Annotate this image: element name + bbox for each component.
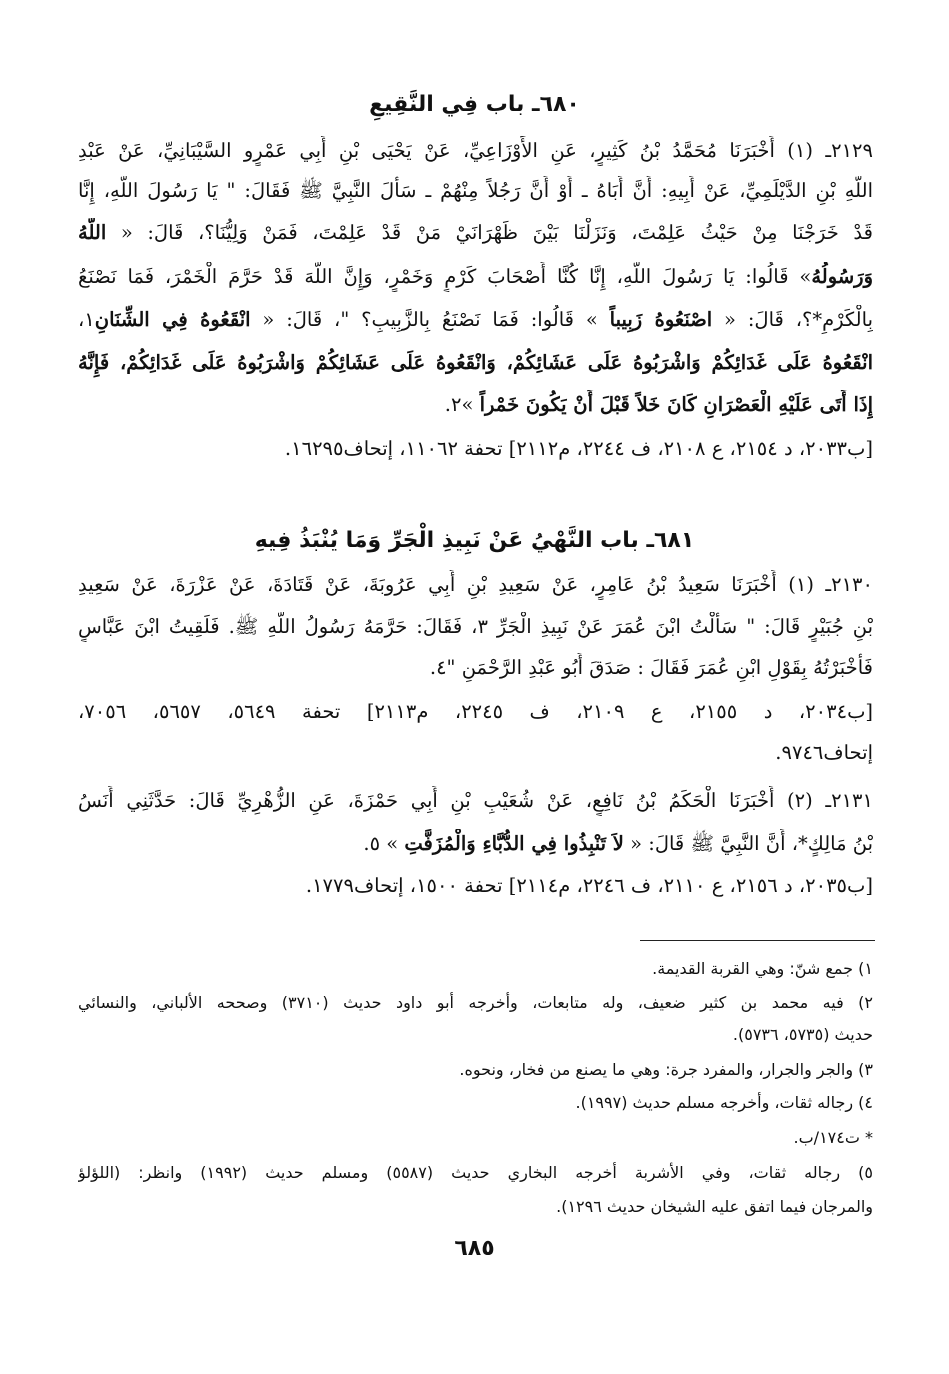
hadith-2131-line-1: ٢١٣١ـ (٢) أَخْبَرَنَا الْحَكَمُ بْنُ نَافِعٍ، عَنْ شُعَيْبِ بْنِ أَبِي حَمْزَةَ، عَنِ الزُّهْرِيِّ قَالَ: حَدَّثَنِي أَنَسُ (78, 789, 873, 812)
footnote-3: ٣) والجر والجرار، والمفرد جرة: وهي ما يصنع من فخار، ونحوه. (459, 1060, 873, 1079)
hadith-2129-line-6: انْقَعُوهُ عَلَى غَدَائِكُمْ وَاشْرَبُوهُ عَلَى عَشَائِكُمْ، وَانْقَعُوهُ عَلَى عَشَائِكُمْ وَاشْرَبُوهُ عَلَى غَدَائِكُمْ، فَإِنَّهُ (78, 351, 873, 374)
bold-phrase: وَرَسُولُهُ (811, 265, 873, 288)
hadith-2129-refs: [ب٢٠٣٣، د ٢١٥٤، ع ٢١٠٨، ف ٢٢٤٤، م٢١١٢] تحفة ١١٠٦٢، إتحاف١٦٢٩٥. (284, 437, 873, 460)
bold-phrase: لاَ تَنْبِذُوا فِي الدُّبَّاءِ وَالْمُزَفَّتِ (404, 832, 624, 855)
footnote-2-cont: حديث (٥٧٣٥، ٥٧٣٦). (732, 1025, 873, 1044)
hadith-2129-line-3: قَدْ خَرَجْنَا مِنْ حَيْثُ عَلِمْتَ، وَنَزَلْنَا بَيْنَ ظَهْرَانَيْ مَنْ قَدْ عَلِمْتَ، فَمَنْ وَلِيُّنَا؟، قَالَ: « اللَّهُ (78, 221, 873, 244)
footnote-1: ١) جمع شنّ: وهي القربة القديمة. (652, 959, 873, 978)
footnote-2: ٢) فيه محمد بن كثير ضعيف، وله متابعات، وأخرجه أبو داود حديث (٣٧١٠) وصححه الألباني، والنسائي (78, 993, 873, 1012)
footnote-5-cont: والمرجان فيما اتفق عليه الشيخان حديث ١٢٩٦). (556, 1197, 873, 1216)
hadith-2130-refs-line-2: إتحاف٩٧٤٦. (775, 741, 873, 764)
hadith-2130-line-1: ٢١٣٠ـ (١) أَخْبَرَنَا سَعِيدُ بْنُ عَامِرٍ، عَنْ سَعِيدِ بْنِ أَبِي عَرُوبَةَ، عَنْ قَتَادَةَ، عَنْ عَزْرَةَ، عَنْ سَعِيدِ (78, 573, 873, 596)
hadith-2129-line-7: إِذَا أَتَى عَلَيْهِ الْعَصْرَانِ كَانَ خَلاً قَبْلَ أَنْ يَكُونَ خَمْراً »٢. (444, 393, 873, 416)
hadith-2130-line-2: بْنِ جُبَيْرٍ قَالَ: " سَأَلْتُ ابْنَ عُمَرَ عَنْ نَبِيذِ الْجَرِّ ٣، فَقَالَ: حَرَّمَهُ رَسُولُ اللَّهِ ﷺ. فَلَقِيتُ ابْنَ عَبَّاسٍ (78, 615, 873, 638)
bold-phrase: انْقَعُوهُ فِي الشِّنَانِ (94, 308, 251, 331)
footnote-star: * ت١٧٤/ب. (793, 1128, 873, 1147)
hadith-2129-line-1: ٢١٢٩ـ (١) أَخْبَرَنَا مُحَمَّدُ بْنُ كَثِيرٍ، عَنِ الأَوْزَاعِيِّ، عَنْ يَحْيَى بْنِ أَبِي عَمْرٍو السَّيْبَانِيِّ، عَنْ عَبْدِ (78, 139, 873, 162)
hadith-2129-line-4: وَرَسُولُهُ» قَالُوا: يَا رَسُولَ اللَّهِ، إِنَّا كُنَّا أَصْحَابَ كَرْمٍ وَخَمْرٍ، وَإِنَّ اللَّهَ قَدْ حَرَّمَ الْخَمْرَ، فَمَا نَصْنَعُ (78, 265, 873, 288)
hadith-2130-refs-line-1: [ب٢٠٣٤، د ٢١٥٥، ع ٢١٠٩، ف ٢٢٤٥، م٢١١٣] تحفة ٥٦٤٩، ٥٦٥٧، ٧٠٥٦، (78, 700, 873, 723)
hadith-2129-line-5: بِالْكَرْمِ*؟، قَالَ: « اصْنَعُوهُ زَبِيباً » قَالُوا: فَمَا نَصْنَعُ بِالزَّبِيبِ؟ "، قَالَ: « انْقَعُوهُ فِي الشِّنَانِ١، (78, 308, 873, 331)
hadith-2130-line-3: فَأَخْبَرْتُهُ بِقَوْلِ ابْنِ عُمَرَ فَقَالَ : صَدَقَ أَبُو عَبْدِ الرَّحْمَنِ "٤. (429, 656, 873, 679)
chapter-681-title: ٦٨١ـ باب النَّهْيُ عَنْ نَبِيذِ الْجَرِّ وَمَا يُنْبَذُ فِيهِ (254, 528, 695, 553)
footnote-4: ٤) رجاله ثقات، وأخرجه مسلم حديث (١٩٩٧). (575, 1093, 873, 1112)
page-number: ٦٨٥ (454, 1236, 495, 1261)
hadith-2129-line-2: اللَّهِ بْنِ الدَّيْلَمِيِّ، عَنْ أَبِيهِ: أَنَّ أَبَاهُ ـ أَوْ أَنَّ رَجُلاً مِنْهُمْ ـ سَأَلَ النَّبِيَّ ﷺ فَقَالَ: " يَا رَسُولَ اللَّهِ، إِنَّا (78, 179, 873, 202)
hadith-2131-line-2: بْنُ مَالِكٍ*، أَنَّ النَّبِيَّ ﷺ قَالَ: « لاَ تَنْبِذُوا فِي الدُّبَّاءِ وَالْمُزَفَّتِ » ٥. (363, 832, 873, 855)
bold-phrase: اللَّهُ (78, 221, 107, 244)
chapter-680-title: ٦٨٠ـ باب فِي النَّقِيعِ (369, 92, 580, 117)
hadith-2131-refs: [ب٢٠٣٥، د ٢١٥٦، ع ٢١١٠، ف ٢٢٤٦، م٢١١٤] تحفة ١٥٠٠، إتحاف١٧٧٩. (305, 874, 873, 897)
bold-phrase: إِذَا أَتَى عَلَيْهِ الْعَصْرَانِ كَانَ خَلاً قَبْلَ أَنْ يَكُونَ خَمْراً (479, 393, 873, 416)
footnote-5: ٥) رجاله ثقات، وفي الأشربة أخرجه البخاري حديث (٥٥٨٧) ومسلم حديث (١٩٩٢) وانظر: (اللؤلؤ (78, 1163, 873, 1182)
bold-phrase: اصْنَعُوهُ زَبِيباً (609, 308, 713, 331)
footnote-divider (640, 940, 875, 941)
